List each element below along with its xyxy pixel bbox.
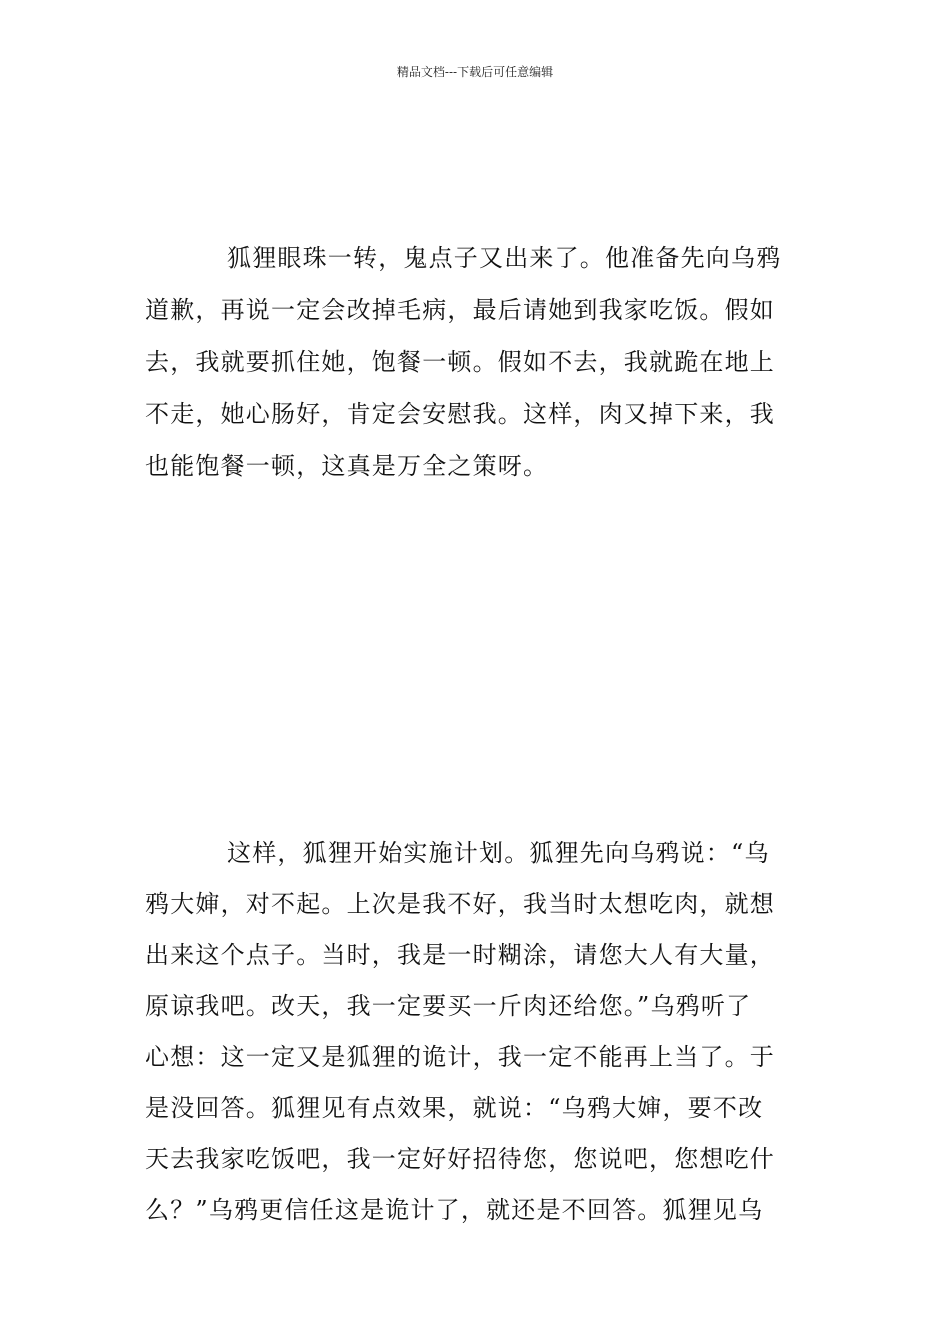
paragraph-line: 出来这个点子。当时，我是一时糊涂，请您大人有大量， — [145, 941, 775, 969]
paragraph-line: 么？”乌鸦更信任这是诡计了，就还是不回答。狐狸见乌 — [145, 1196, 764, 1224]
paragraph-2 — [145, 828, 805, 1236]
page-header: 精品文档---下载后可任意编辑 — [396, 65, 554, 79]
paragraph-1 — [145, 232, 805, 492]
paragraph-line: 原谅我吧。改天，我一定要买一斤肉还给您。”乌鸦听了 — [145, 992, 752, 1020]
paragraph-line: 是没回答。狐狸见有点效果，就说：“乌鸦大婶，要不改 — [145, 1094, 764, 1122]
paragraph-line: 去，我就要抓住她，饱餐一顿。假如不去，我就跪在地上 — [145, 348, 775, 376]
paragraph-line: 天去我家吃饭吧，我一定好好招待您，您说吧，您想吃什 — [145, 1145, 775, 1173]
paragraph-line: 也能饱餐一顿，这真是万全之策呀。 — [145, 452, 549, 480]
paragraph-line: 不走，她心肠好，肯定会安慰我。这样，肉又掉下来，我 — [145, 400, 775, 428]
paragraph-line: 心想：这一定又是狐狸的诡计，我一定不能再上当了。于 — [145, 1043, 775, 1071]
paragraph-line: 这样，狐狸开始实施计划。狐狸先向乌鸦说：“乌 — [227, 839, 770, 867]
paragraph-line: 鸦大婶，对不起。上次是我不好，我当时太想吃肉，就想 — [145, 890, 775, 918]
paragraph-line: 狐狸眼珠一转，鬼点子又出来了。他准备先向乌鸦 — [227, 244, 782, 272]
paragraph-line: 道歉，再说一定会改掉毛病，最后请她到我家吃饭。假如 — [145, 296, 775, 324]
